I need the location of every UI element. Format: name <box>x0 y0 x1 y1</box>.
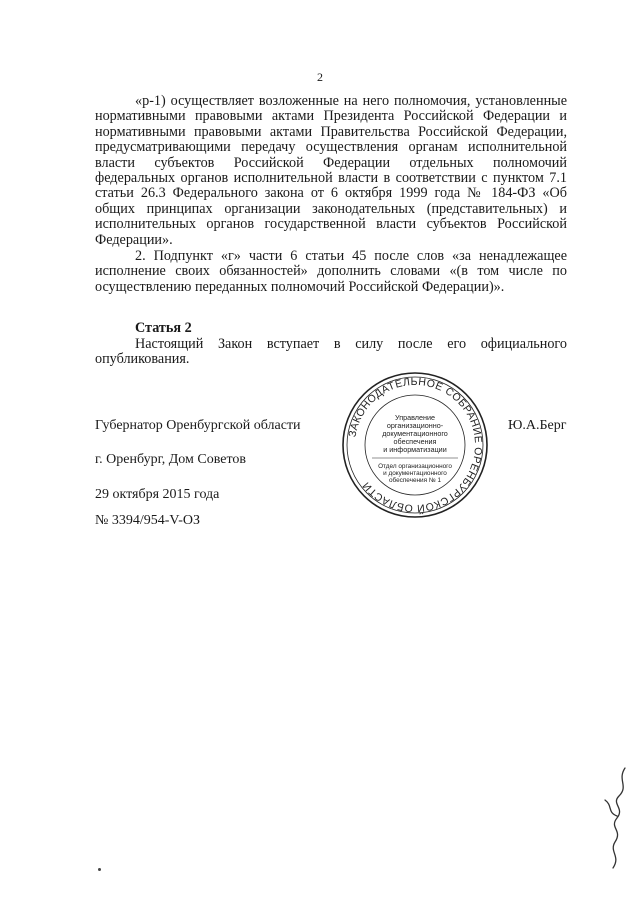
official-seal <box>340 370 490 520</box>
paragraph-3 <box>95 337 567 368</box>
signing-date: 29 октября 2015 года <box>95 487 220 502</box>
scan-speck <box>98 868 101 871</box>
governor-title: Губернатор Оренбургской области <box>95 418 301 433</box>
seal-inner-line: обеспечения <box>393 437 437 446</box>
article-heading: Статья 2 <box>135 320 192 336</box>
seal-outer-text: ЗАКОНОДАТЕЛЬНОЕ СОБРАНИЕ ОРЕНБУРГСКОЙ ОБЛАСТИ <box>346 375 485 515</box>
page-number: 2 <box>317 70 323 84</box>
paragraph-1 <box>95 94 567 248</box>
seal-dept-line: и документационного <box>383 470 447 477</box>
seal-dept-line: обеспечения № 1 <box>388 477 442 484</box>
paragraph-3-text: Настоящий Закон вступает в силу после его официального опубликования. <box>95 336 567 368</box>
paragraph-1-text: «р-1) осуществляет возложенные на него полномочия, установленные нормативными правовыми актами Президента Российской Федерации и нормативными правовыми актами Правительства Российской Федерации, предусматривающими передачу осуществления органам исполнительной власти субъектов Российской Федерации отдельных полномочий федеральных органов исполнительной власти в соответствии с пунктом 7.1 статьи 26.3 Федерального закона от 6 октября 1999 года № 184-ФЗ «Об общих принципах организации законодательных (представительных) и исполнительных органов государственной власти субъектов Российской Федерации». <box>95 93 567 248</box>
handwritten-signature <box>595 760 637 880</box>
seal-dept-line: Отдел организационного <box>378 463 452 470</box>
seal-inner-line: документационного <box>382 429 448 438</box>
paragraph-2 <box>95 249 567 295</box>
governor-name: Ю.А.Берг <box>508 418 567 433</box>
seal-inner-line: Управление <box>395 413 435 422</box>
seal-inner-line: организационно- <box>386 421 444 430</box>
law-number: № 3394/954-V-ОЗ <box>95 513 201 528</box>
signing-place: г. Оренбург, Дом Советов <box>95 452 246 467</box>
seal-inner-line: и информатизации <box>383 445 447 454</box>
paragraph-2-text: 2. Подпункт «г» части 6 статьи 45 после слов «за ненадлежащее исполнение своих обязанностей» дополнить словами «(в том числе по осуществлению переданных полномочий Российской Федерации)». <box>95 248 567 295</box>
